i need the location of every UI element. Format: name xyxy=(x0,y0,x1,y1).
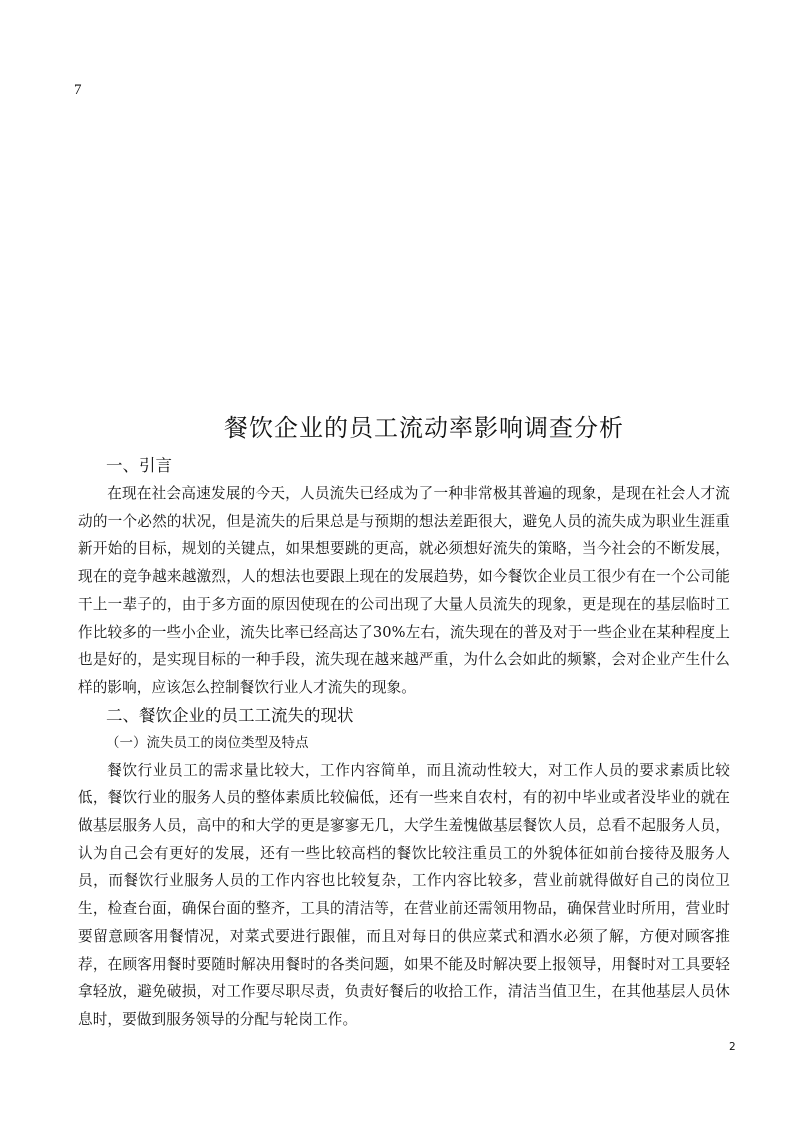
section-heading-current-status: 二、餐饮企业的员工工流失的现状 xyxy=(106,705,354,725)
section-heading-introduction: 一、引言 xyxy=(106,456,172,475)
page-number: 2 xyxy=(729,1041,736,1053)
subsection-heading-job-types: （一）流失员工的岗位类型及特点 xyxy=(106,734,309,751)
document-body xyxy=(78,452,730,1034)
introduction-paragraph: 在现在社会高速发展的今天，人员流失已经成为了一种非常极其普遍的现象，是现在社会人才流动的一个必然的状况，但是流失的后果总是与预期的想法差距很大，避免人员的流失成为职业生涯重新开始的目标，规划的关键点，如果想要跳的更高，就必须想好流失的策略，当今社会的不断发展，现在的竞争越来越激烈，人的想法也要跟上现在的发展趋势，如今餐饮企业员工很少有在一个公司能干上一辈子的，由于多方面的原因使现在的公司出现了大量人员流失的现象，更是现在的基层临时工作比较多的一些小企业，流失比率已经高达了30%左右，流失现在的普及对于一些企业在某种程度上也是好的，是实现目标的一种手段，流失现在越来越严重，为什么会如此的频繁，会对企业产生什么样的影响，应该怎么控制餐饮行业人才流失的现象。 xyxy=(78,485,730,696)
job-types-paragraph: 餐饮行业员工的需求量比较大，工作内容简单，而且流动性较大，对工作人员的要求素质比较低，餐饮行业的服务人员的整体素质比较偏低，还有一些来自农村，有的初中毕业或者没毕业的就在做基层服务人员，高中的和大学的更是寥寥无几，大学生羞愧做基层餐饮人员，总看不起服务人员，认为自己会有更好的发展，还有一些比较高档的餐饮比较注重员工的外貌体征如前台接待及服务人员，而餐饮行业服务人员的工作内容也比较复杂，工作内容比较多，营业前就得做好自己的岗位卫生，检查台面，确保台面的整齐，工具的清洁等，在营业前还需领用物品，确保营业时所用，营业时要留意顾客用餐情况，对菜式要进行跟催，而且对每日的供应菜式和酒水必须了解，方便对顾客推荐，在顾客用餐时要随时解决用餐时的各类问题，如果不能及时解决要上报领导，用餐时对工具要轻拿轻放，避免破损，对工作要尽职尽责，负责好餐后的收拾工作，清洁当值卫生，在其他基层人员休息时，要做到服务领导的分配与轮岗工作。 xyxy=(78,761,730,1028)
document-title: 餐饮企业的员工流动率影响调查分析 xyxy=(224,414,624,443)
corner-number: 7 xyxy=(74,82,82,98)
